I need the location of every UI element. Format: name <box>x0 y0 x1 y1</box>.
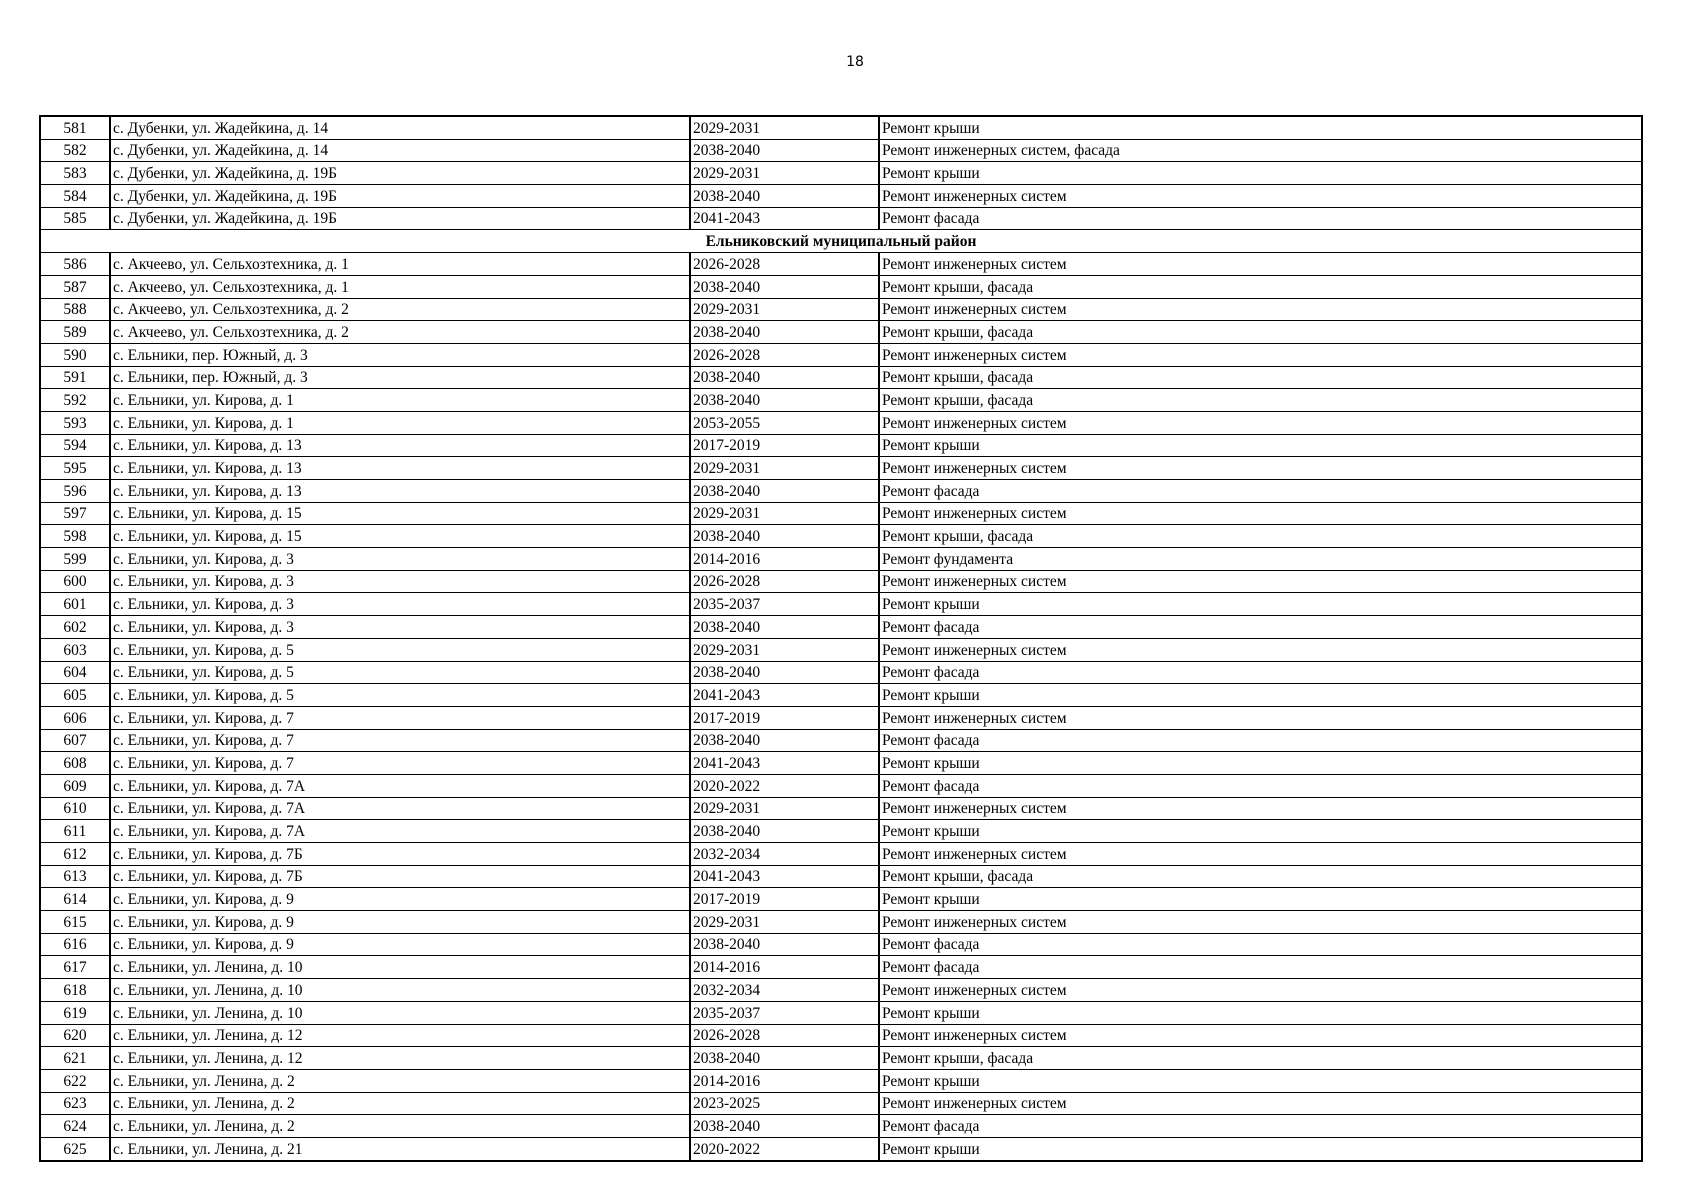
row-number-cell: 594 <box>40 434 110 457</box>
period-cell: 2038-2040 <box>690 389 879 412</box>
work-type-cell: Ремонт крыши <box>879 1137 1642 1160</box>
row-number-cell: 584 <box>40 185 110 208</box>
address-cell: с. Ельники, ул. Ленина, д. 12 <box>110 1024 690 1047</box>
work-type-cell: Ремонт крыши <box>879 684 1642 707</box>
work-type-cell: Ремонт крыши, фасада <box>879 525 1642 548</box>
row-number-cell: 599 <box>40 548 110 571</box>
work-type-cell: Ремонт инженерных систем <box>879 343 1642 366</box>
row-number-cell: 614 <box>40 888 110 911</box>
table-body <box>40 116 1642 1161</box>
row-number-cell: 615 <box>40 911 110 934</box>
table-row <box>40 888 1642 911</box>
period-cell: 2053-2055 <box>690 411 879 434</box>
row-number-cell: 603 <box>40 638 110 661</box>
period-cell: 2026-2028 <box>690 343 879 366</box>
table-row <box>40 502 1642 525</box>
table-row <box>40 616 1642 639</box>
table-row <box>40 162 1642 185</box>
address-cell: с. Акчеево, ул. Сельхозтехника, д. 1 <box>110 253 690 276</box>
work-type-cell: Ремонт крыши <box>879 116 1642 139</box>
table-row <box>40 1024 1642 1047</box>
address-cell: с. Дубенки, ул. Жадейкина, д. 19Б <box>110 162 690 185</box>
table-row <box>40 1137 1642 1160</box>
table-row <box>40 207 1642 230</box>
row-number-cell: 590 <box>40 343 110 366</box>
period-cell: 2038-2040 <box>690 616 879 639</box>
row-number-cell: 623 <box>40 1092 110 1115</box>
period-cell: 2041-2043 <box>690 207 879 230</box>
period-cell: 2017-2019 <box>690 706 879 729</box>
table-row <box>40 366 1642 389</box>
address-cell: с. Ельники, ул. Кирова, д. 3 <box>110 570 690 593</box>
row-number-cell: 585 <box>40 207 110 230</box>
table-row <box>40 480 1642 503</box>
period-cell: 2038-2040 <box>690 139 879 162</box>
row-number-cell: 601 <box>40 593 110 616</box>
address-cell: с. Ельники, ул. Кирова, д. 7А <box>110 820 690 843</box>
row-number-cell: 618 <box>40 979 110 1002</box>
address-cell: с. Ельники, ул. Кирова, д. 7А <box>110 797 690 820</box>
address-cell: с. Ельники, ул. Кирова, д. 15 <box>110 525 690 548</box>
address-cell: с. Ельники, ул. Ленина, д. 10 <box>110 1001 690 1024</box>
address-cell: с. Акчеево, ул. Сельхозтехника, д. 1 <box>110 275 690 298</box>
period-cell: 2038-2040 <box>690 366 879 389</box>
row-number-cell: 587 <box>40 275 110 298</box>
work-type-cell: Ремонт фасада <box>879 774 1642 797</box>
address-cell: с. Ельники, ул. Кирова, д. 1 <box>110 411 690 434</box>
period-cell: 2032-2034 <box>690 979 879 1002</box>
period-cell: 2038-2040 <box>690 480 879 503</box>
table-row <box>40 570 1642 593</box>
work-type-cell: Ремонт крыши, фасада <box>879 389 1642 412</box>
period-cell: 2035-2037 <box>690 593 879 616</box>
address-cell: с. Ельники, ул. Кирова, д. 3 <box>110 616 690 639</box>
address-cell: с. Ельники, ул. Кирова, д. 15 <box>110 502 690 525</box>
row-number-cell: 595 <box>40 457 110 480</box>
table-row <box>40 434 1642 457</box>
address-cell: с. Ельники, ул. Ленина, д. 12 <box>110 1047 690 1070</box>
table-row <box>40 139 1642 162</box>
row-number-cell: 592 <box>40 389 110 412</box>
work-type-cell: Ремонт инженерных систем <box>879 797 1642 820</box>
table-row <box>40 389 1642 412</box>
table-row <box>40 865 1642 888</box>
period-cell: 2038-2040 <box>690 1115 879 1138</box>
period-cell: 2023-2025 <box>690 1092 879 1115</box>
address-cell: с. Ельники, ул. Кирова, д. 7А <box>110 774 690 797</box>
work-type-cell: Ремонт крыши, фасада <box>879 1047 1642 1070</box>
table-row <box>40 752 1642 775</box>
period-cell: 2038-2040 <box>690 933 879 956</box>
work-type-cell: Ремонт крыши <box>879 888 1642 911</box>
work-type-cell: Ремонт крыши <box>879 1069 1642 1092</box>
work-type-cell: Ремонт инженерных систем <box>879 457 1642 480</box>
row-number-cell: 593 <box>40 411 110 434</box>
period-cell: 2029-2031 <box>690 457 879 480</box>
period-cell: 2029-2031 <box>690 911 879 934</box>
section-header-row <box>40 230 1642 253</box>
address-cell: с. Ельники, пер. Южный, д. 3 <box>110 343 690 366</box>
address-cell: с. Ельники, ул. Кирова, д. 3 <box>110 548 690 571</box>
work-type-cell: Ремонт крыши <box>879 593 1642 616</box>
period-cell: 2029-2031 <box>690 116 879 139</box>
row-number-cell: 596 <box>40 480 110 503</box>
period-cell: 2014-2016 <box>690 548 879 571</box>
period-cell: 2029-2031 <box>690 502 879 525</box>
period-cell: 2017-2019 <box>690 888 879 911</box>
row-number-cell: 586 <box>40 253 110 276</box>
work-type-cell: Ремонт фасада <box>879 1115 1642 1138</box>
period-cell: 2032-2034 <box>690 843 879 866</box>
row-number-cell: 611 <box>40 820 110 843</box>
table-row <box>40 911 1642 934</box>
address-cell: с. Акчеево, ул. Сельхозтехника, д. 2 <box>110 321 690 344</box>
work-type-cell: Ремонт крыши, фасада <box>879 321 1642 344</box>
work-type-cell: Ремонт инженерных систем <box>879 502 1642 525</box>
address-cell: с. Ельники, ул. Кирова, д. 3 <box>110 593 690 616</box>
work-type-cell: Ремонт инженерных систем <box>879 411 1642 434</box>
row-number-cell: 620 <box>40 1024 110 1047</box>
row-number-cell: 589 <box>40 321 110 344</box>
address-cell: с. Ельники, ул. Кирова, д. 5 <box>110 684 690 707</box>
work-type-cell: Ремонт инженерных систем <box>879 706 1642 729</box>
period-cell: 2038-2040 <box>690 525 879 548</box>
period-cell: 2038-2040 <box>690 1047 879 1070</box>
table-row <box>40 774 1642 797</box>
period-cell: 2029-2031 <box>690 638 879 661</box>
table-row <box>40 298 1642 321</box>
period-cell: 2038-2040 <box>690 820 879 843</box>
period-cell: 2038-2040 <box>690 661 879 684</box>
table-row <box>40 843 1642 866</box>
row-number-cell: 598 <box>40 525 110 548</box>
row-number-cell: 624 <box>40 1115 110 1138</box>
table-row <box>40 1115 1642 1138</box>
work-type-cell: Ремонт фасада <box>879 933 1642 956</box>
period-cell: 2017-2019 <box>690 434 879 457</box>
work-type-cell: Ремонт инженерных систем <box>879 638 1642 661</box>
address-cell: с. Ельники, ул. Кирова, д. 13 <box>110 434 690 457</box>
work-type-cell: Ремонт крыши, фасада <box>879 275 1642 298</box>
table-row <box>40 956 1642 979</box>
period-cell: 2026-2028 <box>690 1024 879 1047</box>
address-cell: с. Ельники, ул. Кирова, д. 7Б <box>110 865 690 888</box>
work-type-cell: Ремонт фасада <box>879 480 1642 503</box>
table-row <box>40 797 1642 820</box>
period-cell: 2014-2016 <box>690 1069 879 1092</box>
table-row <box>40 1001 1642 1024</box>
work-type-cell: Ремонт инженерных систем <box>879 298 1642 321</box>
period-cell: 2035-2037 <box>690 1001 879 1024</box>
table-row <box>40 593 1642 616</box>
row-number-cell: 605 <box>40 684 110 707</box>
row-number-cell: 622 <box>40 1069 110 1092</box>
address-cell: с. Ельники, ул. Кирова, д. 9 <box>110 933 690 956</box>
period-cell: 2041-2043 <box>690 684 879 707</box>
address-cell: с. Ельники, ул. Ленина, д. 2 <box>110 1069 690 1092</box>
work-type-cell: Ремонт крыши <box>879 820 1642 843</box>
work-type-cell: Ремонт фасада <box>879 616 1642 639</box>
period-cell: 2020-2022 <box>690 1137 879 1160</box>
table-row <box>40 1092 1642 1115</box>
address-cell: с. Ельники, ул. Ленина, д. 2 <box>110 1115 690 1138</box>
row-number-cell: 602 <box>40 616 110 639</box>
table-row <box>40 457 1642 480</box>
table-row <box>40 706 1642 729</box>
section-title: Ельниковский муниципальный район <box>40 230 1642 253</box>
row-number-cell: 621 <box>40 1047 110 1070</box>
row-number-cell: 610 <box>40 797 110 820</box>
work-type-cell: Ремонт крыши, фасада <box>879 865 1642 888</box>
period-cell: 2038-2040 <box>690 185 879 208</box>
work-type-cell: Ремонт инженерных систем <box>879 253 1642 276</box>
row-number-cell: 609 <box>40 774 110 797</box>
address-cell: с. Ельники, ул. Кирова, д. 1 <box>110 389 690 412</box>
row-number-cell: 582 <box>40 139 110 162</box>
table-row <box>40 525 1642 548</box>
period-cell: 2029-2031 <box>690 797 879 820</box>
work-type-cell: Ремонт фасада <box>879 661 1642 684</box>
table-row <box>40 661 1642 684</box>
work-type-cell: Ремонт инженерных систем <box>879 185 1642 208</box>
row-number-cell: 606 <box>40 706 110 729</box>
work-type-cell: Ремонт крыши, фасада <box>879 366 1642 389</box>
table-row <box>40 684 1642 707</box>
page-number: 18 <box>846 54 864 70</box>
table-row <box>40 638 1642 661</box>
period-cell: 2041-2043 <box>690 865 879 888</box>
table-row <box>40 185 1642 208</box>
address-cell: с. Дубенки, ул. Жадейкина, д. 14 <box>110 139 690 162</box>
table-row <box>40 820 1642 843</box>
address-cell: с. Ельники, ул. Кирова, д. 13 <box>110 457 690 480</box>
address-cell: с. Ельники, ул. Кирова, д. 7 <box>110 729 690 752</box>
row-number-cell: 616 <box>40 933 110 956</box>
address-cell: с. Ельники, ул. Кирова, д. 9 <box>110 888 690 911</box>
work-type-cell: Ремонт инженерных систем, фасада <box>879 139 1642 162</box>
address-cell: с. Ельники, ул. Ленина, д. 2 <box>110 1092 690 1115</box>
address-cell: с. Ельники, ул. Ленина, д. 10 <box>110 979 690 1002</box>
period-cell: 2029-2031 <box>690 298 879 321</box>
row-number-cell: 617 <box>40 956 110 979</box>
row-number-cell: 597 <box>40 502 110 525</box>
row-number-cell: 625 <box>40 1137 110 1160</box>
table-row <box>40 729 1642 752</box>
work-type-cell: Ремонт инженерных систем <box>879 843 1642 866</box>
row-number-cell: 619 <box>40 1001 110 1024</box>
repair-schedule-table <box>39 115 1643 1162</box>
work-type-cell: Ремонт крыши <box>879 434 1642 457</box>
row-number-cell: 583 <box>40 162 110 185</box>
table-row <box>40 1047 1642 1070</box>
row-number-cell: 612 <box>40 843 110 866</box>
address-cell: с. Ельники, ул. Кирова, д. 5 <box>110 661 690 684</box>
table-row <box>40 116 1642 139</box>
work-type-cell: Ремонт крыши <box>879 162 1642 185</box>
period-cell: 2020-2022 <box>690 774 879 797</box>
work-type-cell: Ремонт крыши <box>879 1001 1642 1024</box>
period-cell: 2038-2040 <box>690 729 879 752</box>
row-number-cell: 591 <box>40 366 110 389</box>
work-type-cell: Ремонт инженерных систем <box>879 1024 1642 1047</box>
work-type-cell: Ремонт инженерных систем <box>879 979 1642 1002</box>
row-number-cell: 607 <box>40 729 110 752</box>
address-cell: с. Ельники, пер. Южный, д. 3 <box>110 366 690 389</box>
address-cell: с. Ельники, ул. Кирова, д. 9 <box>110 911 690 934</box>
period-cell: 2014-2016 <box>690 956 879 979</box>
work-type-cell: Ремонт фасада <box>879 207 1642 230</box>
table-row <box>40 343 1642 366</box>
table-row <box>40 275 1642 298</box>
address-cell: с. Ельники, ул. Кирова, д. 7Б <box>110 843 690 866</box>
address-cell: с. Дубенки, ул. Жадейкина, д. 19Б <box>110 185 690 208</box>
address-cell: с. Ельники, ул. Ленина, д. 21 <box>110 1137 690 1160</box>
period-cell: 2026-2028 <box>690 570 879 593</box>
address-cell: с. Ельники, ул. Ленина, д. 10 <box>110 956 690 979</box>
period-cell: 2041-2043 <box>690 752 879 775</box>
work-type-cell: Ремонт инженерных систем <box>879 1092 1642 1115</box>
row-number-cell: 608 <box>40 752 110 775</box>
address-cell: с. Акчеево, ул. Сельхозтехника, д. 2 <box>110 298 690 321</box>
row-number-cell: 604 <box>40 661 110 684</box>
address-cell: с. Дубенки, ул. Жадейкина, д. 19Б <box>110 207 690 230</box>
table-row <box>40 1069 1642 1092</box>
address-cell: с. Дубенки, ул. Жадейкина, д. 14 <box>110 116 690 139</box>
work-type-cell: Ремонт крыши <box>879 752 1642 775</box>
period-cell: 2026-2028 <box>690 253 879 276</box>
row-number-cell: 613 <box>40 865 110 888</box>
table-row <box>40 411 1642 434</box>
table-row <box>40 933 1642 956</box>
table-row <box>40 548 1642 571</box>
work-type-cell: Ремонт фундамента <box>879 548 1642 571</box>
address-cell: с. Ельники, ул. Кирова, д. 5 <box>110 638 690 661</box>
row-number-cell: 588 <box>40 298 110 321</box>
row-number-cell: 581 <box>40 116 110 139</box>
work-type-cell: Ремонт фасада <box>879 956 1642 979</box>
address-cell: с. Ельники, ул. Кирова, д. 7 <box>110 706 690 729</box>
address-cell: с. Ельники, ул. Кирова, д. 13 <box>110 480 690 503</box>
table-row <box>40 979 1642 1002</box>
work-type-cell: Ремонт фасада <box>879 729 1642 752</box>
period-cell: 2038-2040 <box>690 321 879 344</box>
work-type-cell: Ремонт инженерных систем <box>879 570 1642 593</box>
table-row <box>40 253 1642 276</box>
period-cell: 2038-2040 <box>690 275 879 298</box>
table-row <box>40 321 1642 344</box>
period-cell: 2029-2031 <box>690 162 879 185</box>
work-type-cell: Ремонт инженерных систем <box>879 911 1642 934</box>
row-number-cell: 600 <box>40 570 110 593</box>
address-cell: с. Ельники, ул. Кирова, д. 7 <box>110 752 690 775</box>
